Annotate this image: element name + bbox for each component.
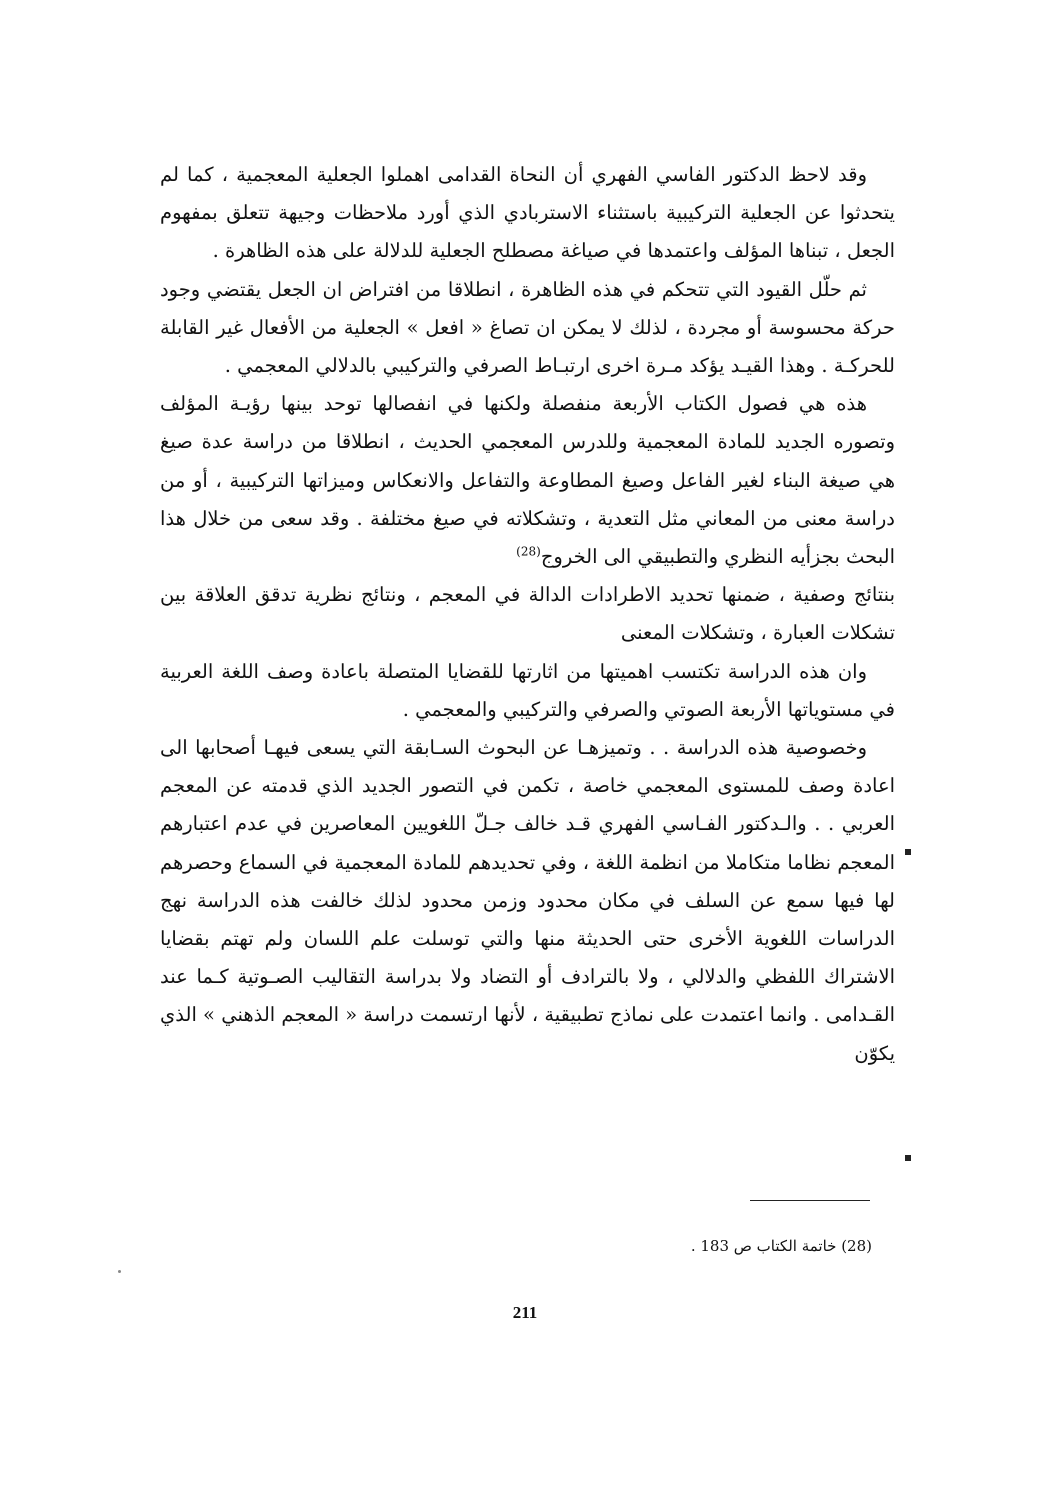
paragraph-2: ثم حلّل القيود التي تتحكم في هذه الظاهرة ، انطلاقا من افتراض ان الجعل يقتضي وجود حركة محسوسة أو مجردة ، لذلك لا يمكن ان تصاغ « افعل » الجعلية من الأفعال غير القابلة للحركـة . وهذا القيـد يؤكد مـرة اخرى ارتبـاط الصرفي والتركيبي بالدلالي المعجمي .	[160, 277, 895, 378]
scan-speck	[118, 1270, 121, 1273]
paragraph-3-text: هذه هي فصول الكتاب الأربعة منفصلة ولكنها في انفصالها توحد بينها رؤيـة المؤلف وتصوره الجديد للمادة المعجمية وللدرس المعجمي الحديث ، انطلاقا من دراسة عدة صيغ هي صيغة البناء لغير الفاعل وصيغ المطاوعة والتفاعل والانعكاس وميزاتها التركيبية ، أو من دراسة معنى من المعاني مثل التعدية ، وتشكلاته في صيغ مختلفة . وقد سعى من خلال هذا البحث بجزأيه النظري والتطبيقي الى الخروج	[160, 392, 895, 569]
footnote: (28) خاتمة الكتاب ص 183 .	[690, 1237, 872, 1255]
margin-mark-top	[905, 849, 911, 855]
footnote-separator	[750, 1200, 870, 1201]
page-number: 211	[512, 1303, 538, 1322]
paragraph-3-continued: بنتائج وصفية ، ضمنها تحديد الاطرادات الدالة في المعجم ، ونتائج نظرية تدقق العلاقة بين تشكلات العبارة ، وتشكلات المعنى	[160, 583, 895, 645]
margin-mark-bottom	[905, 1155, 911, 1161]
paragraph-3	[160, 385, 895, 576]
paragraph-4: وان هذه الدراسة تكتسب اهميتها من اثارتها للقضايا المتصلة باعادة وصف اللغة العربية في مستوياتها الأربعة الصوتي والصرفي والتركيبي والمعجمي .	[160, 659, 895, 721]
paragraph-1: وقد لاحظ الدكتور الفاسي الفهري أن النحاة القدامى اهملوا الجعلية المعجمية ، كما لم يتحدثوا عن الجعلية التركيبية باستثناء الاستربادي الذي أورد ملاحظات وجيهة تتعلق بمفهوم الجعل ، تبناها المؤلف واعتمدها في صياغة مصطلح الجعلية للدلالة على هذه الظاهرة .	[160, 163, 895, 263]
body-text	[160, 156, 895, 1073]
footnote-reference[interactable]: (28)	[516, 544, 541, 559]
paragraph-5: وخصوصية هذه الدراسة . . وتميزهـا عن البحوث السـابقة التي يسعى فيهـا أصحابها الى اعادة وصف للمستوى المعجمي خاصة ، تكمن في التصور الجديد الذي قدمته عن المعجم العربي . . والـدكتور الفـاسي الفهري قـد خالف جـلّ اللغويين المعاصرين في عدم اعتبارهم المعجم نظاما متكاملا من انظمة اللغة ، وفي تحديدهم للمادة المعجمية في السماع وحصرهم لها فيها سمع عن السلف في مكان محدود وزمن محدود لذلك خالفت هذه الدراسة نهج الدراسات اللغوية الأخرى حتى الحديثة منها والتي توسلت علم اللسان ولم تهتم بقضايا الاشتراك اللفظي والدلالي ، ولا بالترادف أو التضاد ولا بدراسة التقاليب الصـوتية كـما عند القـدامى . وانما اعتمدت على نماذج تطبيقية ، لأنها ارتسمت دراسة « المعجم الذهني » الذي يكوّن	[160, 736, 895, 1065]
